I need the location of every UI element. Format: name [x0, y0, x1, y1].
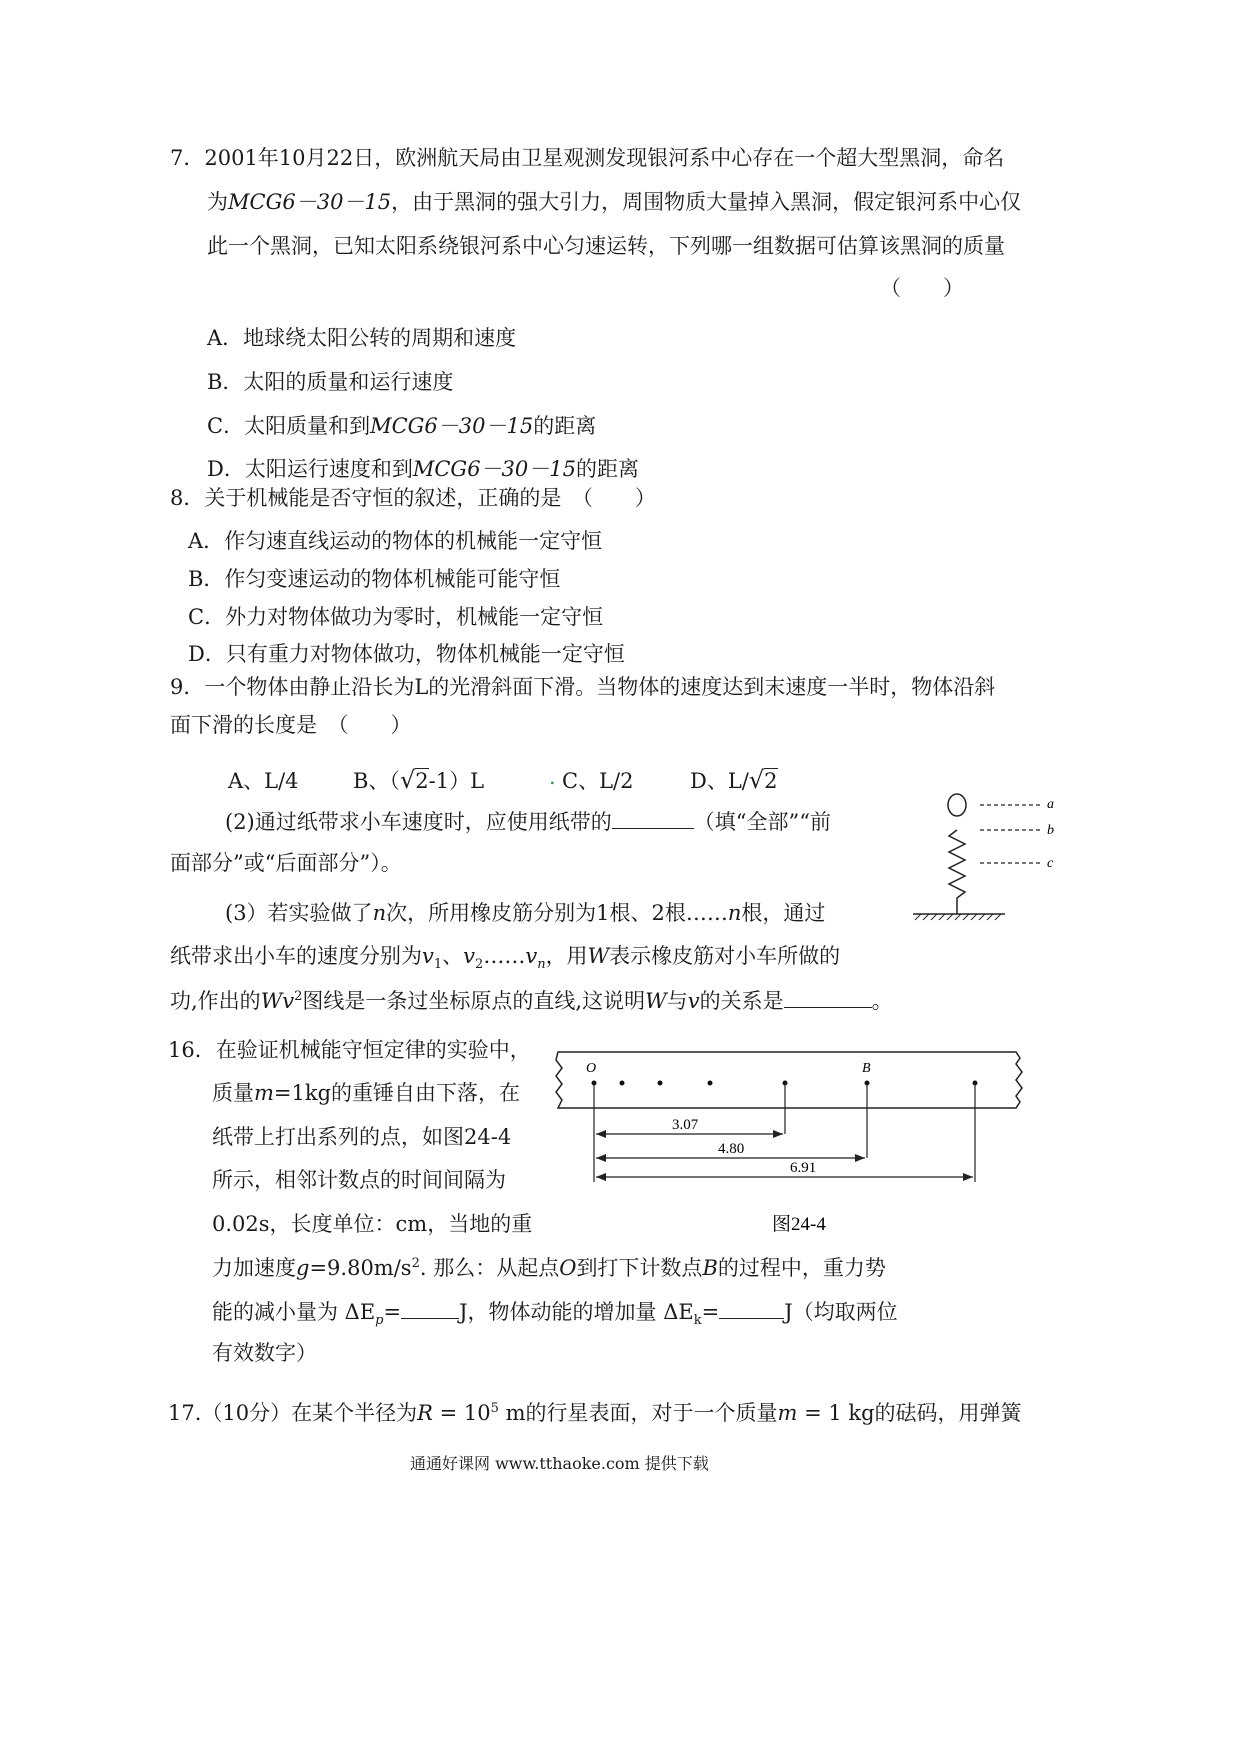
q16-line1: 16．在验证机械能守恒定律的实验中， [168, 1038, 531, 1062]
q16-line3: 纸带上打出系列的点，如图24-4 [212, 1125, 512, 1149]
spring-shape [949, 830, 965, 914]
q9-option-b: B、（√2-1）L [353, 766, 485, 794]
q8-option-c: C．外力对物体做功为零时，机械能一定守恒 [188, 605, 604, 629]
dim-label-1: 3.07 [672, 1117, 699, 1133]
part2-line2: 面部分”或“后面部分”）。 [170, 851, 402, 875]
label-b: B [862, 1061, 871, 1076]
q16-line2: 质量m=1kg的重锤自由下落，在 [212, 1081, 521, 1105]
dot-3 [708, 1081, 713, 1086]
q8-option-a: A．作匀速直线运动的物体的机械能一定守恒 [188, 529, 603, 553]
q16-line6: 力加速度$g=9.80m/s^2$. 那么：从起点O到打下计数点B的过程中，重力势 [212, 1256, 886, 1280]
q9-option-d: D、L/√2 [690, 766, 778, 794]
q7-option-b: B．太阳的质量和运行速度 [207, 370, 454, 394]
part3-line2: 纸带求出小车的速度分别为$v_1$、$v_2\dots\dots v_n$，用W表示橡皮筋对小车所做的 [170, 944, 841, 973]
q8-option-b: B．作匀变速运动的物体机械能可能守恒 [188, 567, 561, 591]
q16-line5: 0.02s，长度单位：cm，当地的重 [212, 1212, 533, 1236]
q16-line7: 能的减小量为 $\Delta E_p= J$，物体动能的增加量 $\Delta E_k= J$（均取两位 [212, 1300, 898, 1329]
dot-1 [620, 1081, 625, 1086]
label-o: O [586, 1061, 597, 1076]
q9-stray-dot: . [549, 765, 556, 789]
q17-line1: 17.（10分）在某个半径为$R = 10^5$ m的行星表面，对于一个质量m = 1 kg的砝码，用弹簧 [168, 1401, 1022, 1425]
part3-line1: (3）若实验做了n次，所用橡皮筋分别为1根、2根……n根，通过 [225, 901, 826, 925]
q9-option-c: C、L/2 [562, 769, 634, 793]
figure-caption: 图24-4 [772, 1214, 826, 1235]
q9-line2: 面下滑的长度是 （ ） [170, 713, 412, 737]
ball-shape [948, 794, 966, 816]
q7-option-c: C．太阳质量和到MCG6－30－15的距离 [207, 414, 597, 438]
q7-line2: 为MCG6－30－15，由于黑洞的强大引力，周围物质大量掉入黑洞，假定银河系中心仅 [207, 190, 1022, 214]
q8-option-d: D．只有重力对物体做功，物体机械能一定守恒 [188, 642, 625, 666]
part2-line1: (2)通过纸带求小车速度时，应使用纸带的 （填“全部”“前 [225, 810, 831, 834]
label-a: a [1047, 797, 1054, 812]
spring-figure [905, 788, 1065, 948]
paper-tape [556, 1052, 1022, 1108]
page-footer: 通通好课网 www.tthaoke.com 提供下载 [410, 1454, 709, 1473]
q9-option-a: A、L/4 [228, 769, 299, 793]
label-c: c [1047, 856, 1054, 871]
part3-line3: 功,作出的Wv$^2$图线是一条过坐标原点的直线,这说明W与v的关系是 。 [170, 989, 893, 1013]
dim-label-2: 4.80 [718, 1141, 745, 1157]
label-b: b [1047, 823, 1054, 838]
q16-line8: 有效数字） [212, 1341, 317, 1365]
q7-line3: 此一个黑洞，已知太阳系绕银河系中心匀速运转，下列哪一组数据可估算该黑洞的质量 [207, 234, 1005, 258]
q9-line1: 9．一个物体由静止沿长为L的光滑斜面下滑。当物体的速度达到末速度一半时，物体沿斜 [170, 675, 996, 699]
dot-2 [658, 1081, 663, 1086]
q16-line4: 所示，相邻计数点的时间间隔为 [212, 1168, 506, 1192]
q7-line1: 7．2001年10月22日，欧洲航天局由卫星观测发现银河系中心存在一个超大型黑洞，命名 [170, 146, 1005, 170]
tape-figure [550, 1050, 1030, 1250]
q7-answer-bracket: （ ） [880, 276, 964, 300]
q7-option-d: D．太阳运行速度和到MCG6－30－15的距离 [207, 457, 639, 481]
q7-option-a: A．地球绕太阳公转的周期和速度 [207, 326, 517, 350]
dim-label-3: 6.91 [790, 1160, 817, 1176]
ground-hatching [915, 914, 1001, 920]
q8-stem: 8．关于机械能是否守恒的叙述，正确的是 （ ） [170, 486, 656, 510]
